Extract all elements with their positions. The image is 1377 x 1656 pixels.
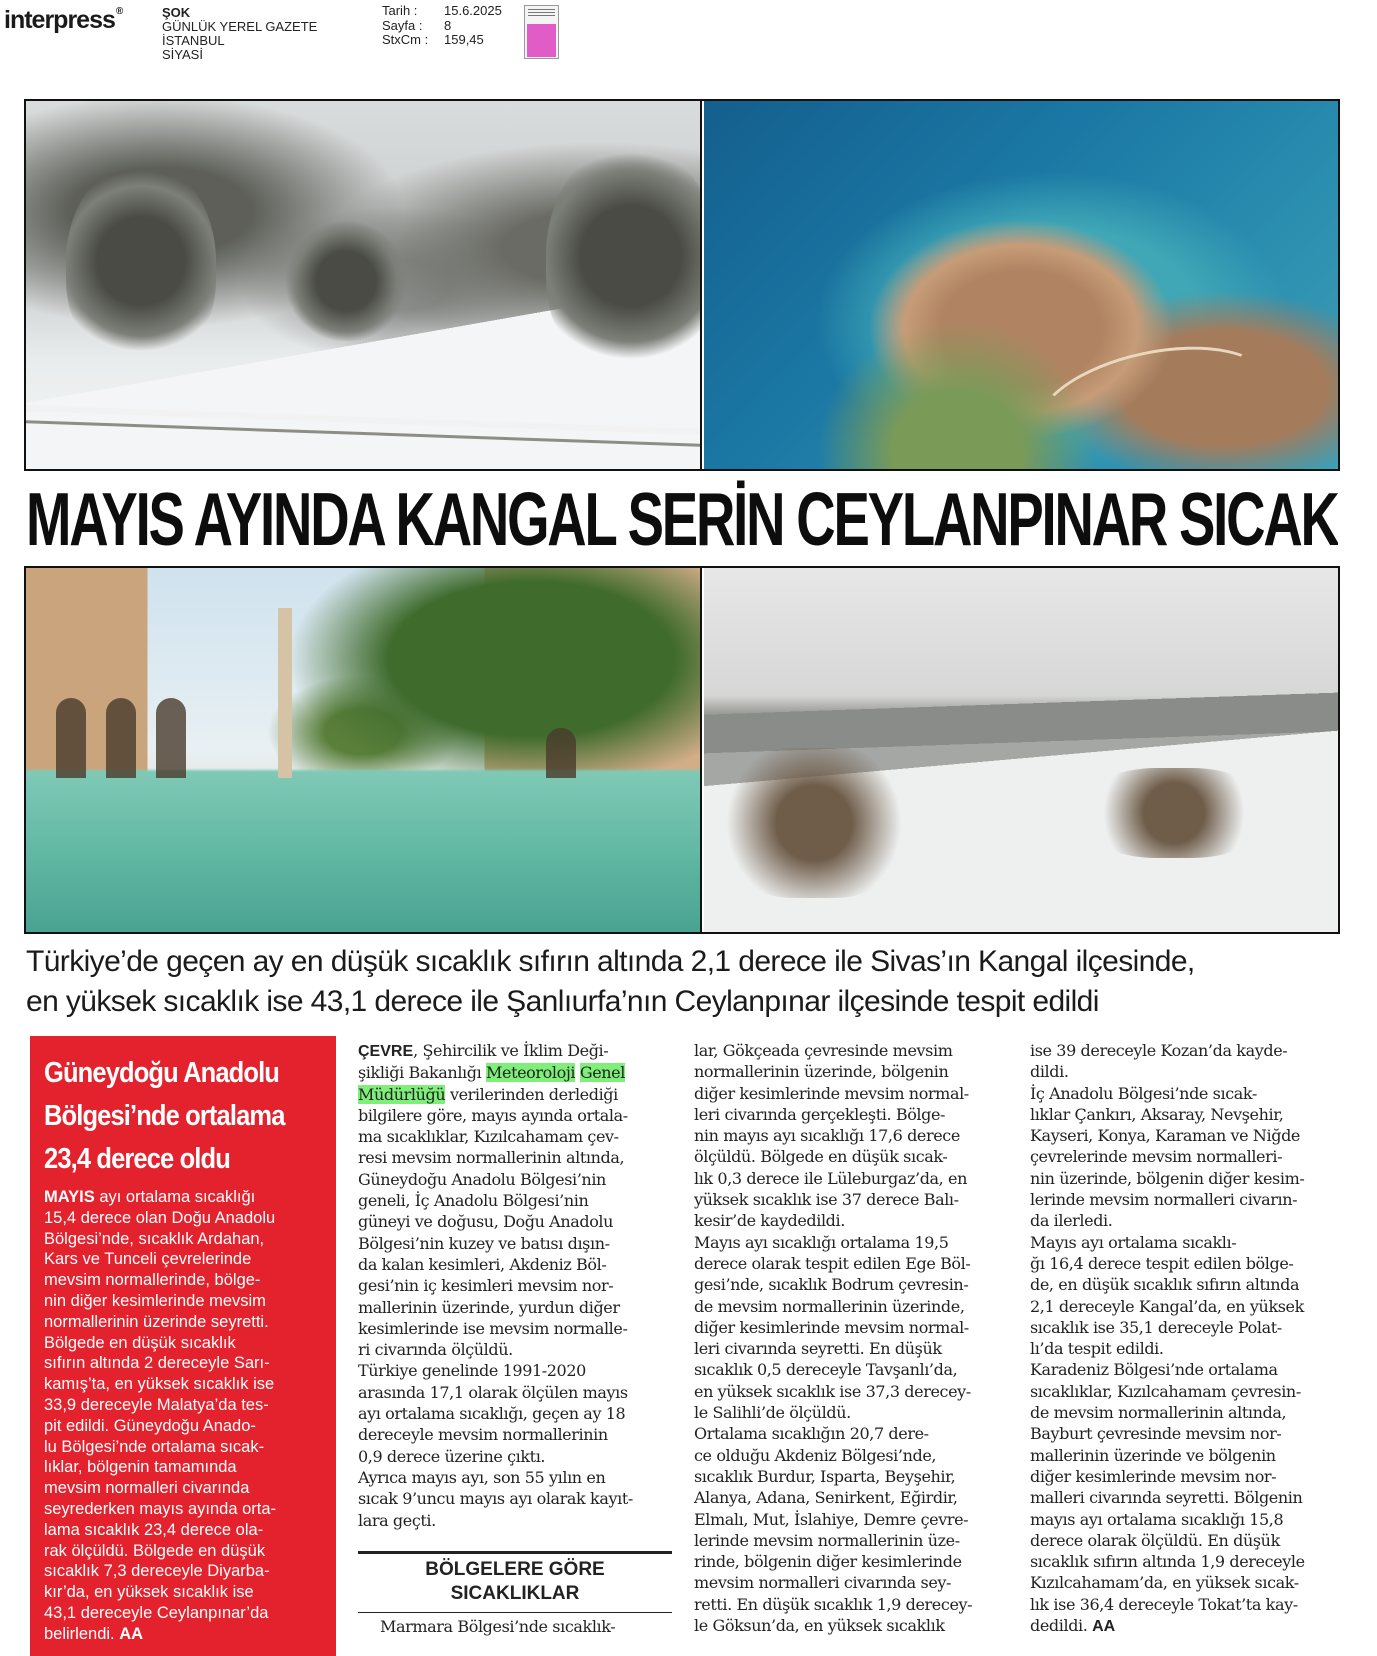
column-line: lık ise 36,4 dereceyle Tokat’ta kay- — [1030, 1594, 1298, 1614]
column-line: ayı ortalama sıcaklığı, geçen ay 18 — [358, 1404, 626, 1424]
column-line: da ilerledi. — [1030, 1211, 1113, 1231]
sidebar-line: Bölgede en düşük sıcaklık — [44, 1333, 236, 1352]
column-line: leri civarında seyretti. En düşük — [694, 1339, 942, 1359]
column-line: güneyi ve doğusu, Doğu Anadolu — [358, 1212, 614, 1232]
column-line: Kayseri, Konya, Karaman ve Niğde — [1030, 1126, 1301, 1146]
column-line: Kızılcahamam’da, en yüksek sıcak- — [1030, 1573, 1299, 1593]
subhead-following-line: Marmara Bölgesi’nde sıcaklık- — [380, 1617, 616, 1636]
photo-tree — [66, 161, 216, 361]
photo-minaret — [278, 608, 292, 778]
column-line: sıcaklık sıfırın altında 1,9 dereceyle — [1030, 1552, 1305, 1572]
column-line: lara geçti. — [358, 1510, 436, 1530]
column-line: lar, Gökçeada çevresinde mevsim — [694, 1041, 953, 1060]
photo-tree — [546, 141, 702, 371]
sidebar-line: lu Bölgesi’nde ortalama sıcak- — [44, 1437, 265, 1456]
headline: MAYIS AYINDA KANGAL SERİN CEYLANPINAR SICAK — [26, 477, 1338, 561]
deck — [26, 942, 1346, 1022]
sidebar-line: kamış’ta, en yüksek sıcaklık ise — [44, 1375, 275, 1394]
column-line: lıklar Çankırı, Aksaray, Nevşehir, — [1030, 1104, 1284, 1124]
column-line: dildi. — [1030, 1062, 1069, 1082]
column-line: lerinde mevsim normallerinin üze- — [694, 1530, 960, 1550]
sidebar-line: lama sıcaklık 23,4 derece ola- — [44, 1520, 264, 1539]
column-line-text: , Şehircilik ve İklim Deği- — [413, 1041, 609, 1060]
sidebar-title — [44, 1052, 324, 1181]
column-line — [1030, 1615, 1350, 1637]
sidebar-lead-word: MAYIS — [44, 1188, 95, 1206]
subhead-box — [358, 1551, 672, 1613]
meta-row-size — [382, 33, 502, 48]
column-line: de, en düşük sıcaklık sıfırın altında — [1030, 1275, 1300, 1295]
column-line: resi mevsim normallerinin altında, — [358, 1148, 625, 1168]
column-line — [358, 1084, 672, 1105]
column-line: Bölgesi’nin kuzey ve batısı dışın- — [358, 1233, 610, 1253]
lead-word: ÇEVRE — [358, 1043, 414, 1060]
column-line: ölçüldü. Bölgede en düşük sıcak- — [694, 1147, 948, 1167]
column-line: 2,1 dereceyle Kangal’da, en yüksek — [1030, 1296, 1304, 1316]
highlight-mark: Meteoroloji — [486, 1063, 576, 1083]
column-line-text: verilerinden derlediği — [445, 1084, 618, 1104]
column-line: diğer kesimlerinde mevsim normal- — [694, 1317, 969, 1337]
column-line: ise 39 dereceyle Kozan’da kayde- — [1030, 1041, 1288, 1060]
sidebar-line: Bölgesi’nde, sıcaklık Ardahan, — [44, 1229, 265, 1248]
column-line: ğı 16,4 derece tespit edilen bölge- — [1030, 1253, 1294, 1273]
column-line: leri civarında gerçekleşti. Bölge- — [694, 1104, 946, 1124]
publication-info — [162, 6, 317, 62]
meta-row-page — [382, 19, 502, 34]
deck-line: en yüksek sıcaklık ise 43,1 derece ile Şanlıurfa’nın Ceylanpınar ilçesinde tespit edildi — [26, 985, 1099, 1018]
sidebar-title-line: Güneydoğu Anadolu — [44, 1057, 280, 1089]
column-line: Mayıs ayı sıcaklığı ortalama 19,5 — [694, 1232, 949, 1252]
column-line: kesimlerinde ise mevsim normalle- — [358, 1318, 628, 1338]
sidebar-body — [44, 1187, 324, 1645]
photo-aerial-lake — [704, 101, 1338, 469]
column-line: İç Anadolu Bölgesi’nde sıcak- — [1030, 1083, 1257, 1103]
sidebar-line — [44, 1187, 324, 1208]
sidebar-line: 33,9 dereceyle Malatya’da tes- — [44, 1395, 269, 1414]
column-line: nin üzerinde, bölgenin diğer kesim- — [1030, 1168, 1305, 1188]
column-line: dereceyle mevsim normallerinin — [358, 1425, 608, 1445]
sidebar-box — [30, 1036, 336, 1656]
column-line: Elmalı, Mut, İslahiye, Demre çevre- — [694, 1509, 969, 1529]
column-line: de mevsim normallerinin üzerinde, — [694, 1296, 965, 1316]
sidebar-line — [44, 1624, 324, 1645]
subhead-line: BÖLGELERE GÖRE — [425, 1559, 605, 1580]
column-line-text: dedildi. — [1030, 1616, 1093, 1636]
column-line: sıcak 9’uncu mayıs ayı olarak kayıt- — [358, 1489, 633, 1509]
meta-label: Tarih : — [382, 3, 418, 18]
column-line: diğer kesimlerinde mevsim normal- — [694, 1083, 969, 1103]
interpress-logo — [4, 6, 122, 35]
column-line: lı’da tespit edildi. — [1030, 1339, 1164, 1359]
sidebar-line: sıfırın altında 2 dereceyle Sarı- — [44, 1354, 270, 1373]
publication-name: ŞOK — [162, 5, 191, 20]
photo-arch — [56, 698, 86, 778]
column-line: arasında 17,1 olarak ölçülen mayıs — [358, 1382, 628, 1402]
column-line: geneli, İç Anadolu Bölgesi’nin — [358, 1191, 589, 1211]
sidebar-line: 15,4 derece olan Doğu Anadolu — [44, 1208, 276, 1227]
column-line: Bayburt çevresinde mevsim nor- — [1030, 1424, 1282, 1444]
column-line — [358, 1040, 672, 1062]
highlight-mark: Müdürlüğü — [358, 1084, 446, 1104]
sidebar-line-text: belirlendi. — [44, 1624, 120, 1643]
body-column-3 — [1030, 1040, 1350, 1637]
sidebar-line-text: ayı ortalama sıcaklığı — [94, 1188, 256, 1206]
column-line: sıcaklık ise 35,1 dereceyle Polat- — [1030, 1317, 1282, 1337]
meta-value: 15.6.2025 — [444, 3, 502, 18]
thumbnail-page-icon[interactable] — [524, 5, 559, 59]
publication-section: SİYASİ — [162, 47, 203, 62]
clipping-meta — [382, 4, 502, 48]
column-line: Türkiye genelinde 1991-2020 — [358, 1361, 586, 1381]
photo-road — [1025, 327, 1283, 469]
column-line: sıcaklık Burdur, Isparta, Beyşehir, — [694, 1466, 956, 1486]
column-line: gesi’nin iç kesimleri mevsim nor- — [358, 1276, 614, 1296]
deck-line: Türkiye’de geçen ay en düşük sıcaklık sıfırın altında 2,1 derece ile Sivas’ın Kangal ilçesinde, — [26, 945, 1195, 978]
column-line: Ayrıca mayıs ayı, son 55 yılın en — [358, 1467, 606, 1487]
column-line: çevrelerinde mevsim normalleri- — [1030, 1147, 1283, 1167]
subhead-line: SICAKLIKLAR — [450, 1583, 580, 1604]
photo-bush — [1084, 768, 1264, 858]
column-line: ri civarında ölçüldü. — [358, 1340, 513, 1360]
photo-snowy-river — [704, 568, 1338, 932]
column-line: Mayıs ayı ortalama sıcaklı- — [1030, 1232, 1237, 1252]
logo-text: interpress — [4, 6, 115, 34]
sidebar-line: Kars ve Tunceli çevrelerinde — [44, 1250, 252, 1269]
column-line: diğer kesimlerinde mevsim nor- — [1030, 1466, 1277, 1486]
sidebar-line: pit edildi. Güneydoğu Anado- — [44, 1416, 256, 1435]
highlight-mark: Genel — [579, 1063, 625, 1083]
photo-arch — [156, 698, 186, 778]
column-line: ma sıcaklıklar, Kızılcahamam çev- — [358, 1127, 619, 1147]
meta-label: Sayfa : — [382, 17, 423, 33]
column-line: sıcaklıklar, Kızılcahamam çevresin- — [1030, 1381, 1301, 1401]
column-line: retti. En düşük sıcaklık 1,9 derecey- — [694, 1594, 973, 1614]
column-line: 0,9 derece üzerine çıktı. — [358, 1446, 546, 1466]
column-line: derece olarak ölçüldü. En düşük — [1030, 1530, 1280, 1550]
column-line: Ortalama sıcaklığın 20,7 dere- — [694, 1424, 929, 1444]
column-line: yüksek sıcaklık ise 37 derece Balı- — [694, 1190, 959, 1210]
column-line: Karadeniz Bölgesi’nde ortalama — [1030, 1360, 1278, 1380]
photo-bush — [714, 748, 914, 898]
thumbnail-article-area — [527, 24, 556, 57]
sidebar-line: 43,1 dereceyle Ceylanpınar’da — [44, 1603, 269, 1622]
sidebar-line: sıcaklık 7,3 dereceyle Diyarba- — [44, 1562, 270, 1581]
column-line: bilgilere göre, mayıs ayında ortala- — [358, 1105, 628, 1125]
publication-city: İSTANBUL — [162, 33, 225, 48]
body-column-1 — [358, 1040, 672, 1531]
column-line: sıcaklık 0,5 dereceyle Tavşanlı’da, — [694, 1360, 958, 1380]
column-line: lık 0,3 derece ile Lüleburgaz’da, en — [694, 1168, 968, 1188]
column-line: lerinde mevsim normalleri civarın- — [1030, 1190, 1298, 1210]
sidebar-line: mevsim normallerinde, bölge- — [44, 1271, 261, 1290]
logo-registered-mark: ® — [115, 6, 123, 17]
sidebar-line: mevsim normalleri civarında — [44, 1479, 250, 1498]
column-line: mevsim normalleri civarında sey- — [694, 1573, 952, 1593]
meta-value: 8 — [444, 17, 452, 33]
signature: AA — [119, 1624, 144, 1643]
meta-label: StxCm : — [382, 32, 429, 47]
sidebar-line: normallerinin üzerinde seyretti. — [44, 1312, 269, 1331]
photo-tree — [286, 221, 406, 341]
photo-arch — [546, 728, 576, 778]
photo-kangal-snow — [26, 101, 702, 469]
clipping-header — [0, 0, 1377, 70]
meta-value: 159,45 — [444, 32, 484, 47]
column-line: normallerinin üzerinde, bölgenin — [694, 1062, 949, 1082]
column-line: en yüksek sıcaklık ise 37,3 derecey- — [694, 1381, 971, 1401]
column-line: le Salihli’de ölçüldü. — [694, 1403, 851, 1423]
sidebar-line: kır’da, en yüksek sıcaklık ise — [44, 1583, 254, 1602]
column-line — [358, 1062, 672, 1083]
column-line: malleri civarında seyretti. Bölgenin — [1030, 1488, 1303, 1508]
signature: AA — [1092, 1618, 1116, 1636]
column-line: gesi’nde, sıcaklık Bodrum çevresin- — [694, 1275, 969, 1295]
sidebar-line: rak ölçüldü. Bölgede en düşük — [44, 1541, 266, 1560]
column-line: ce olduğu Akdeniz Bölgesi’nde, — [694, 1445, 937, 1465]
column-line: Güneydoğu Anadolu Bölgesi’nin — [358, 1169, 606, 1189]
photo-fence — [26, 405, 700, 447]
column-line-text: şikliği Bakanlığı — [358, 1063, 487, 1083]
column-line: mallerinin üzerinde ve bölgenin — [1030, 1445, 1276, 1465]
sidebar-title-line: 23,4 derece oldu — [44, 1143, 230, 1175]
column-line: derece olarak tespit edilen Ege Böl- — [694, 1253, 971, 1273]
column-line: kesir’de kaydedildi. — [694, 1211, 845, 1231]
thumbnail-masthead — [528, 9, 555, 17]
sidebar-title-line: Bölgesi’nde ortalama — [44, 1100, 285, 1132]
column-line: le Göksun’da, en yüksek sıcaklık — [694, 1616, 945, 1636]
photo-ceylanpinar-pool — [26, 568, 702, 932]
sidebar-line: nin diğer kesimlerinde mevsim — [44, 1291, 266, 1310]
column-line: da kalan kesimleri, Akdeniz Böl- — [358, 1254, 607, 1274]
column-line: nin mayıs ayı sıcaklığı 17,6 derece — [694, 1126, 960, 1146]
publication-type: GÜNLÜK YEREL GAZETE — [162, 19, 318, 34]
meta-row-date — [382, 4, 502, 19]
column-line: mayıs ayı ortalama sıcaklığı 15,8 — [1030, 1509, 1284, 1529]
column-line: mallerinin üzerinde, yurdun diğer — [358, 1297, 620, 1317]
photo-arch — [106, 698, 136, 778]
column-line: Alanya, Adana, Senirkent, Eğirdir, — [694, 1488, 958, 1508]
column-line: de mevsim normallerinin altında, — [1030, 1403, 1287, 1423]
sidebar-line: lıklar, bölgenin tamamında — [44, 1458, 237, 1477]
body-column-2 — [694, 1040, 1014, 1636]
column-line: rinde, bölgenin diğer kesimlerinde — [694, 1552, 962, 1572]
sidebar-line: seyrederken mayıs ayında orta- — [44, 1499, 277, 1518]
